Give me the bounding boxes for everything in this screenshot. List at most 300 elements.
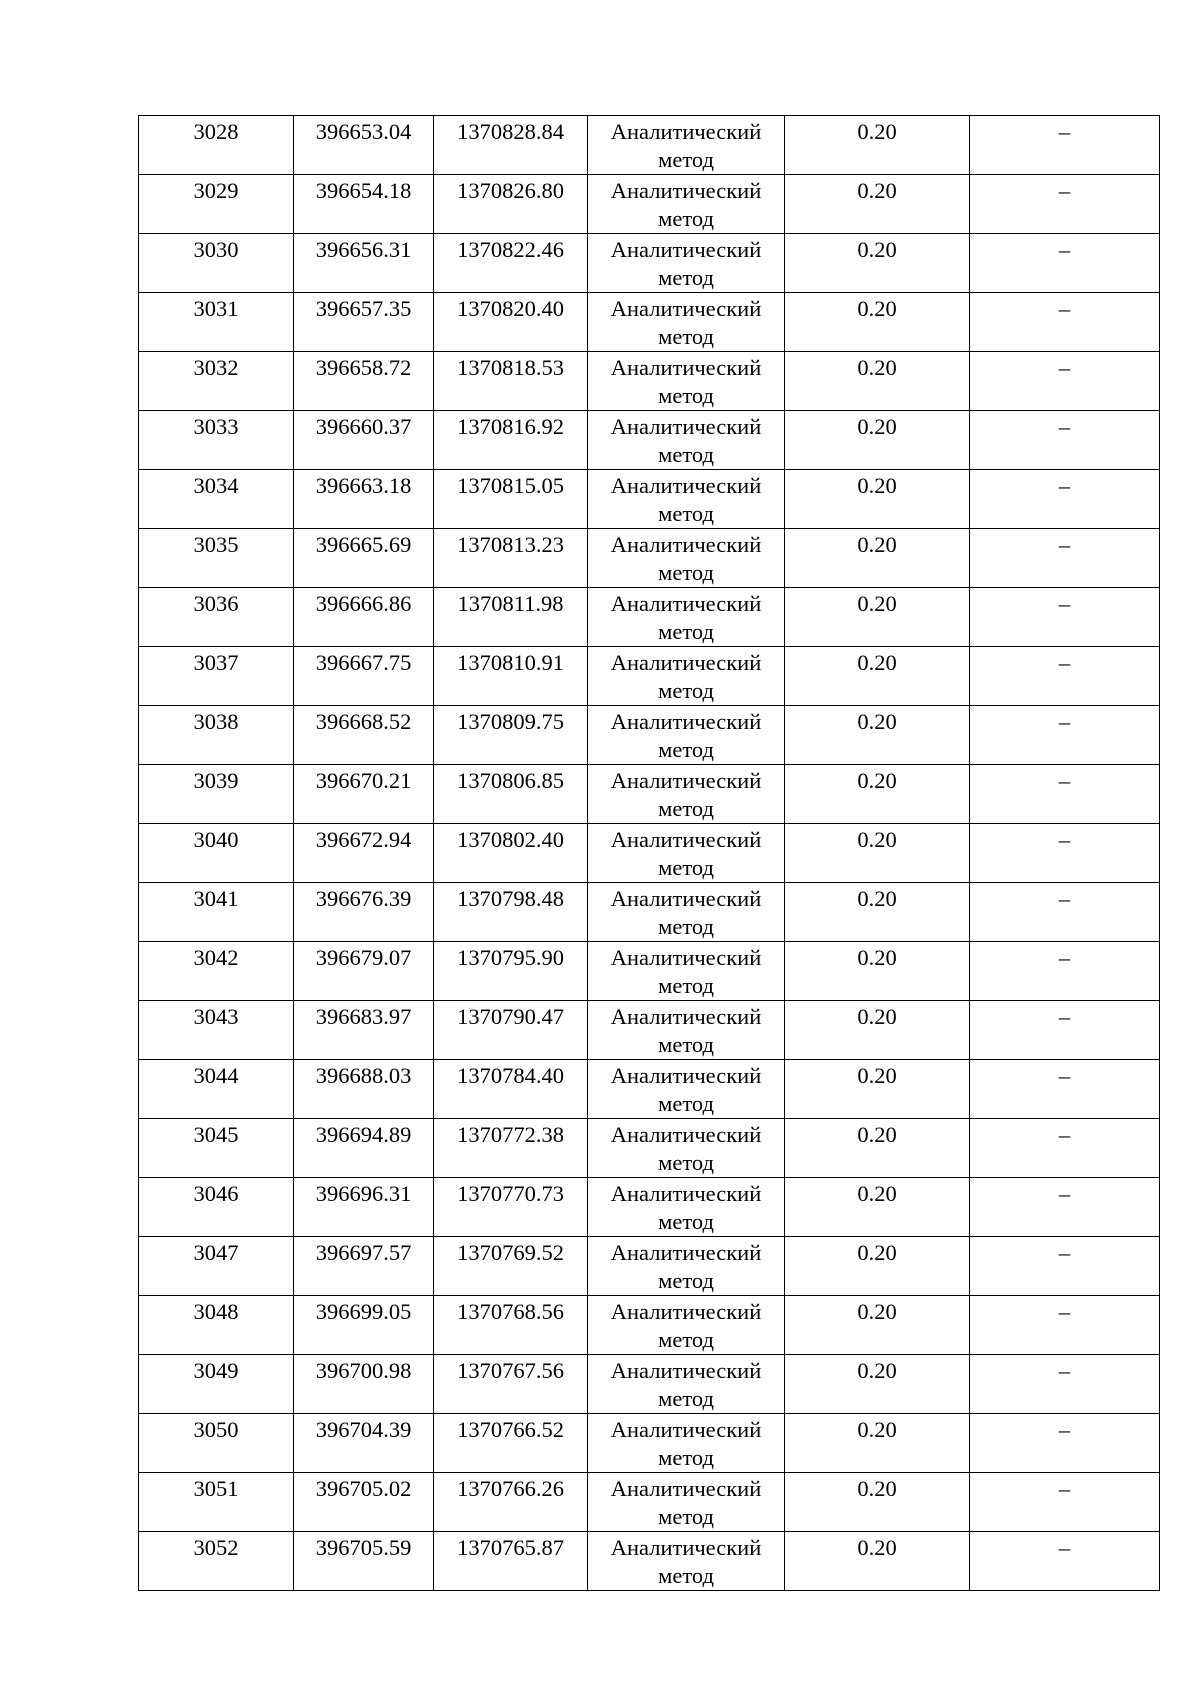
note-cell	[970, 234, 1160, 293]
method-cell-text: Аналитический метод	[610, 1417, 762, 1470]
note-cell	[970, 529, 1160, 588]
method-cell-text: Аналитический метод	[610, 414, 762, 467]
note-cell	[970, 1532, 1160, 1591]
x-coordinate-cell-text: 396700.98	[315, 1358, 412, 1383]
table-row	[139, 942, 1160, 1001]
y-coordinate-cell	[434, 1296, 588, 1355]
note-cell-text: –	[1058, 119, 1071, 144]
method-cell-text: Аналитический метод	[610, 532, 762, 585]
method-cell	[588, 706, 785, 765]
method-cell-text: Аналитический метод	[610, 1240, 762, 1293]
y-coordinate-cell	[434, 1473, 588, 1532]
accuracy-cell-text: 0.20	[857, 1476, 897, 1501]
y-coordinate-cell-text: 1370765.87	[457, 1535, 564, 1560]
note-cell-text: –	[1058, 178, 1071, 203]
table-row	[139, 1414, 1160, 1473]
x-coordinate-cell-text: 396668.52	[315, 709, 412, 734]
y-coordinate-cell	[434, 824, 588, 883]
y-coordinate-cell	[434, 411, 588, 470]
x-coordinate-cell	[294, 706, 434, 765]
accuracy-cell	[785, 116, 970, 175]
y-coordinate-cell-text: 1370790.47	[457, 1004, 564, 1029]
x-coordinate-cell-text: 396696.31	[315, 1181, 412, 1206]
accuracy-cell	[785, 883, 970, 942]
table-row	[139, 1532, 1160, 1591]
accuracy-cell	[785, 293, 970, 352]
point-number-cell	[139, 1473, 294, 1532]
x-coordinate-cell-text: 396665.69	[315, 532, 412, 557]
point-number-cell-text: 3052	[193, 1535, 239, 1560]
table-row	[139, 1060, 1160, 1119]
note-cell	[970, 470, 1160, 529]
y-coordinate-cell-text: 1370811.98	[457, 591, 564, 616]
note-cell-text: –	[1058, 886, 1071, 911]
accuracy-cell	[785, 529, 970, 588]
method-cell-text: Аналитический метод	[610, 1004, 762, 1057]
y-coordinate-cell	[434, 1119, 588, 1178]
table-row	[139, 116, 1160, 175]
note-cell	[970, 1001, 1160, 1060]
note-cell-text: –	[1058, 473, 1071, 498]
point-number-cell-text: 3046	[193, 1181, 239, 1206]
method-cell-text: Аналитический метод	[610, 768, 762, 821]
point-number-cell	[139, 706, 294, 765]
x-coordinate-cell	[294, 1414, 434, 1473]
y-coordinate-cell	[434, 647, 588, 706]
method-cell-text: Аналитический метод	[610, 1358, 762, 1411]
note-cell	[970, 175, 1160, 234]
method-cell	[588, 234, 785, 293]
x-coordinate-cell-text: 396660.37	[315, 414, 412, 439]
note-cell-text: –	[1058, 591, 1071, 616]
table-row	[139, 824, 1160, 883]
y-coordinate-cell	[434, 883, 588, 942]
accuracy-cell	[785, 1296, 970, 1355]
point-number-cell	[139, 470, 294, 529]
point-number-cell-text: 3034	[193, 473, 239, 498]
accuracy-cell	[785, 1532, 970, 1591]
y-coordinate-cell-text: 1370822.46	[457, 237, 564, 262]
method-cell-text: Аналитический метод	[610, 827, 762, 880]
y-coordinate-cell	[434, 1355, 588, 1414]
accuracy-cell	[785, 175, 970, 234]
point-number-cell	[139, 883, 294, 942]
x-coordinate-cell-text: 396705.02	[315, 1476, 412, 1501]
note-cell-text: –	[1058, 1122, 1071, 1147]
accuracy-cell-text: 0.20	[857, 1535, 897, 1560]
x-coordinate-cell	[294, 1178, 434, 1237]
point-number-cell	[139, 1355, 294, 1414]
method-cell-text: Аналитический метод	[610, 178, 762, 231]
point-number-cell	[139, 1060, 294, 1119]
x-coordinate-cell	[294, 1355, 434, 1414]
point-number-cell-text: 3047	[193, 1240, 239, 1265]
y-coordinate-cell-text: 1370772.38	[457, 1122, 564, 1147]
x-coordinate-cell-text: 396666.86	[315, 591, 412, 616]
method-cell-text: Аналитический метод	[610, 1476, 762, 1529]
method-cell-text: Аналитический метод	[610, 1299, 762, 1352]
note-cell	[970, 1414, 1160, 1473]
y-coordinate-cell-text: 1370815.05	[457, 473, 564, 498]
y-coordinate-cell-text: 1370828.84	[457, 119, 564, 144]
method-cell	[588, 411, 785, 470]
y-coordinate-cell-text: 1370767.56	[457, 1358, 564, 1383]
point-number-cell-text: 3042	[193, 945, 239, 970]
note-cell	[970, 1296, 1160, 1355]
table-row	[139, 1237, 1160, 1296]
accuracy-cell-text: 0.20	[857, 414, 897, 439]
note-cell-text: –	[1058, 827, 1071, 852]
method-cell-text: Аналитический метод	[610, 296, 762, 349]
method-cell	[588, 293, 785, 352]
note-cell	[970, 1473, 1160, 1532]
method-cell	[588, 116, 785, 175]
method-cell-text: Аналитический метод	[610, 650, 762, 703]
method-cell-text: Аналитический метод	[610, 1181, 762, 1234]
method-cell	[588, 647, 785, 706]
point-number-cell-text: 3043	[193, 1004, 239, 1029]
x-coordinate-cell-text: 396672.94	[315, 827, 412, 852]
method-cell	[588, 1355, 785, 1414]
note-cell-text: –	[1058, 709, 1071, 734]
x-coordinate-cell-text: 396657.35	[315, 296, 412, 321]
accuracy-cell-text: 0.20	[857, 473, 897, 498]
accuracy-cell	[785, 1119, 970, 1178]
point-number-cell-text: 3051	[193, 1476, 239, 1501]
table-row	[139, 293, 1160, 352]
table-row	[139, 588, 1160, 647]
x-coordinate-cell-text: 396656.31	[315, 237, 412, 262]
x-coordinate-cell-text: 396667.75	[315, 650, 412, 675]
note-cell	[970, 706, 1160, 765]
accuracy-cell-text: 0.20	[857, 1063, 897, 1088]
accuracy-cell	[785, 1001, 970, 1060]
method-cell	[588, 1532, 785, 1591]
x-coordinate-cell	[294, 529, 434, 588]
x-coordinate-cell	[294, 1473, 434, 1532]
note-cell-text: –	[1058, 532, 1071, 557]
point-number-cell-text: 3048	[193, 1299, 239, 1324]
method-cell-text: Аналитический метод	[610, 1063, 762, 1116]
x-coordinate-cell	[294, 824, 434, 883]
x-coordinate-cell	[294, 352, 434, 411]
note-cell	[970, 883, 1160, 942]
y-coordinate-cell	[434, 588, 588, 647]
x-coordinate-cell	[294, 883, 434, 942]
method-cell	[588, 1178, 785, 1237]
accuracy-cell	[785, 588, 970, 647]
note-cell	[970, 116, 1160, 175]
accuracy-cell	[785, 470, 970, 529]
x-coordinate-cell-text: 396704.39	[315, 1417, 412, 1442]
point-number-cell-text: 3030	[193, 237, 239, 262]
y-coordinate-cell-text: 1370795.90	[457, 945, 564, 970]
point-number-cell	[139, 588, 294, 647]
note-cell	[970, 824, 1160, 883]
x-coordinate-cell	[294, 942, 434, 1001]
point-number-cell-text: 3049	[193, 1358, 239, 1383]
note-cell-text: –	[1058, 768, 1071, 793]
y-coordinate-cell	[434, 942, 588, 1001]
table-row	[139, 234, 1160, 293]
method-cell	[588, 470, 785, 529]
method-cell-text: Аналитический метод	[610, 119, 762, 172]
x-coordinate-cell	[294, 234, 434, 293]
table-row	[139, 1119, 1160, 1178]
accuracy-cell-text: 0.20	[857, 296, 897, 321]
accuracy-cell-text: 0.20	[857, 650, 897, 675]
accuracy-cell	[785, 765, 970, 824]
method-cell	[588, 175, 785, 234]
point-number-cell	[139, 234, 294, 293]
x-coordinate-cell	[294, 1001, 434, 1060]
table-row	[139, 1296, 1160, 1355]
note-cell-text: –	[1058, 650, 1071, 675]
point-number-cell	[139, 116, 294, 175]
y-coordinate-cell	[434, 1414, 588, 1473]
y-coordinate-cell-text: 1370769.52	[457, 1240, 564, 1265]
x-coordinate-cell	[294, 1532, 434, 1591]
y-coordinate-cell-text: 1370784.40	[457, 1063, 564, 1088]
note-cell	[970, 647, 1160, 706]
point-number-cell	[139, 293, 294, 352]
method-cell	[588, 1060, 785, 1119]
point-number-cell	[139, 352, 294, 411]
point-number-cell	[139, 1178, 294, 1237]
x-coordinate-cell-text: 396654.18	[315, 178, 412, 203]
y-coordinate-cell-text: 1370826.80	[457, 178, 564, 203]
x-coordinate-cell	[294, 1237, 434, 1296]
table-row	[139, 1355, 1160, 1414]
method-cell	[588, 1119, 785, 1178]
method-cell	[588, 883, 785, 942]
note-cell-text: –	[1058, 1417, 1071, 1442]
point-number-cell	[139, 647, 294, 706]
x-coordinate-cell-text: 396670.21	[315, 768, 412, 793]
note-cell-text: –	[1058, 296, 1071, 321]
x-coordinate-cell	[294, 765, 434, 824]
y-coordinate-cell	[434, 293, 588, 352]
y-coordinate-cell-text: 1370813.23	[457, 532, 564, 557]
point-number-cell-text: 3031	[193, 296, 239, 321]
point-number-cell	[139, 175, 294, 234]
accuracy-cell-text: 0.20	[857, 1417, 897, 1442]
point-number-cell-text: 3036	[193, 591, 239, 616]
table-row	[139, 470, 1160, 529]
point-number-cell-text: 3035	[193, 532, 239, 557]
point-number-cell	[139, 765, 294, 824]
method-cell-text: Аналитический метод	[610, 473, 762, 526]
method-cell-text: Аналитический метод	[610, 1535, 762, 1588]
note-cell-text: –	[1058, 1004, 1071, 1029]
accuracy-cell	[785, 647, 970, 706]
point-number-cell-text: 3045	[193, 1122, 239, 1147]
method-cell	[588, 352, 785, 411]
y-coordinate-cell-text: 1370810.91	[457, 650, 564, 675]
accuracy-cell	[785, 1473, 970, 1532]
x-coordinate-cell	[294, 1296, 434, 1355]
point-number-cell	[139, 942, 294, 1001]
point-number-cell-text: 3041	[193, 886, 239, 911]
accuracy-cell-text: 0.20	[857, 532, 897, 557]
note-cell	[970, 1119, 1160, 1178]
note-cell-text: –	[1058, 1240, 1071, 1265]
accuracy-cell-text: 0.20	[857, 945, 897, 970]
x-coordinate-cell	[294, 175, 434, 234]
point-number-cell-text: 3050	[193, 1417, 239, 1442]
point-number-cell	[139, 1119, 294, 1178]
note-cell	[970, 1178, 1160, 1237]
y-coordinate-cell-text: 1370798.48	[457, 886, 564, 911]
y-coordinate-cell-text: 1370770.73	[457, 1181, 564, 1206]
point-number-cell-text: 3044	[193, 1063, 239, 1088]
note-cell-text: –	[1058, 1299, 1071, 1324]
note-cell	[970, 411, 1160, 470]
note-cell-text: –	[1058, 1476, 1071, 1501]
y-coordinate-cell	[434, 765, 588, 824]
accuracy-cell	[785, 352, 970, 411]
method-cell	[588, 765, 785, 824]
accuracy-cell-text: 0.20	[857, 1181, 897, 1206]
y-coordinate-cell	[434, 234, 588, 293]
point-number-cell	[139, 411, 294, 470]
method-cell-text: Аналитический метод	[610, 709, 762, 762]
y-coordinate-cell	[434, 1001, 588, 1060]
y-coordinate-cell	[434, 470, 588, 529]
y-coordinate-cell	[434, 352, 588, 411]
note-cell-text: –	[1058, 1535, 1071, 1560]
accuracy-cell	[785, 706, 970, 765]
note-cell-text: –	[1058, 945, 1071, 970]
table-row	[139, 883, 1160, 942]
method-cell-text: Аналитический метод	[610, 1122, 762, 1175]
accuracy-cell	[785, 1414, 970, 1473]
x-coordinate-cell-text: 396679.07	[315, 945, 412, 970]
table-row	[139, 352, 1160, 411]
point-number-cell-text: 3029	[193, 178, 239, 203]
x-coordinate-cell-text: 396694.89	[315, 1122, 412, 1147]
accuracy-cell	[785, 234, 970, 293]
table-row	[139, 647, 1160, 706]
accuracy-cell-text: 0.20	[857, 355, 897, 380]
point-number-cell-text: 3040	[193, 827, 239, 852]
x-coordinate-cell-text: 396699.05	[315, 1299, 412, 1324]
table-row	[139, 411, 1160, 470]
point-number-cell-text: 3039	[193, 768, 239, 793]
note-cell	[970, 352, 1160, 411]
method-cell	[588, 1296, 785, 1355]
accuracy-cell	[785, 942, 970, 1001]
accuracy-cell-text: 0.20	[857, 827, 897, 852]
method-cell	[588, 824, 785, 883]
accuracy-cell	[785, 1237, 970, 1296]
table-row	[139, 1001, 1160, 1060]
note-cell	[970, 1060, 1160, 1119]
method-cell	[588, 529, 785, 588]
note-cell	[970, 293, 1160, 352]
y-coordinate-cell-text: 1370816.92	[457, 414, 564, 439]
accuracy-cell-text: 0.20	[857, 1240, 897, 1265]
x-coordinate-cell-text: 396697.57	[315, 1240, 412, 1265]
point-number-cell	[139, 824, 294, 883]
method-cell	[588, 1473, 785, 1532]
accuracy-cell	[785, 1178, 970, 1237]
note-cell-text: –	[1058, 414, 1071, 439]
y-coordinate-cell-text: 1370806.85	[457, 768, 564, 793]
method-cell-text: Аналитический метод	[610, 355, 762, 408]
method-cell-text: Аналитический метод	[610, 886, 762, 939]
accuracy-cell	[785, 1355, 970, 1414]
accuracy-cell-text: 0.20	[857, 1358, 897, 1383]
x-coordinate-cell	[294, 470, 434, 529]
accuracy-cell-text: 0.20	[857, 178, 897, 203]
point-number-cell	[139, 1237, 294, 1296]
method-cell	[588, 1414, 785, 1473]
y-coordinate-cell	[434, 1178, 588, 1237]
x-coordinate-cell-text: 396658.72	[315, 355, 412, 380]
y-coordinate-cell-text: 1370766.26	[457, 1476, 564, 1501]
coordinates-table	[138, 115, 1160, 1591]
point-number-cell-text: 3032	[193, 355, 239, 380]
x-coordinate-cell	[294, 293, 434, 352]
x-coordinate-cell	[294, 411, 434, 470]
point-number-cell-text: 3038	[193, 709, 239, 734]
y-coordinate-cell	[434, 116, 588, 175]
y-coordinate-cell	[434, 1237, 588, 1296]
note-cell-text: –	[1058, 1063, 1071, 1088]
note-cell-text: –	[1058, 237, 1071, 262]
y-coordinate-cell	[434, 706, 588, 765]
y-coordinate-cell	[434, 1060, 588, 1119]
accuracy-cell-text: 0.20	[857, 237, 897, 262]
x-coordinate-cell	[294, 1119, 434, 1178]
table-row	[139, 529, 1160, 588]
table-row	[139, 175, 1160, 234]
table-row	[139, 1178, 1160, 1237]
x-coordinate-cell	[294, 1060, 434, 1119]
x-coordinate-cell-text: 396705.59	[315, 1535, 412, 1560]
note-cell-text: –	[1058, 355, 1071, 380]
x-coordinate-cell	[294, 588, 434, 647]
y-coordinate-cell	[434, 1532, 588, 1591]
accuracy-cell-text: 0.20	[857, 709, 897, 734]
accuracy-cell	[785, 1060, 970, 1119]
x-coordinate-cell	[294, 647, 434, 706]
accuracy-cell-text: 0.20	[857, 768, 897, 793]
y-coordinate-cell-text: 1370768.56	[457, 1299, 564, 1324]
y-coordinate-cell	[434, 529, 588, 588]
y-coordinate-cell	[434, 175, 588, 234]
accuracy-cell-text: 0.20	[857, 119, 897, 144]
x-coordinate-cell-text: 396663.18	[315, 473, 412, 498]
y-coordinate-cell-text: 1370820.40	[457, 296, 564, 321]
method-cell-text: Аналитический метод	[610, 945, 762, 998]
x-coordinate-cell-text: 396688.03	[315, 1063, 412, 1088]
method-cell	[588, 1001, 785, 1060]
x-coordinate-cell-text: 396653.04	[315, 119, 412, 144]
accuracy-cell-text: 0.20	[857, 1122, 897, 1147]
accuracy-cell-text: 0.20	[857, 591, 897, 616]
y-coordinate-cell-text: 1370766.52	[457, 1417, 564, 1442]
method-cell	[588, 1237, 785, 1296]
note-cell	[970, 942, 1160, 1001]
accuracy-cell-text: 0.20	[857, 1299, 897, 1324]
table-row	[139, 765, 1160, 824]
y-coordinate-cell-text: 1370809.75	[457, 709, 564, 734]
table-row	[139, 706, 1160, 765]
table-row	[139, 1473, 1160, 1532]
accuracy-cell-text: 0.20	[857, 1004, 897, 1029]
